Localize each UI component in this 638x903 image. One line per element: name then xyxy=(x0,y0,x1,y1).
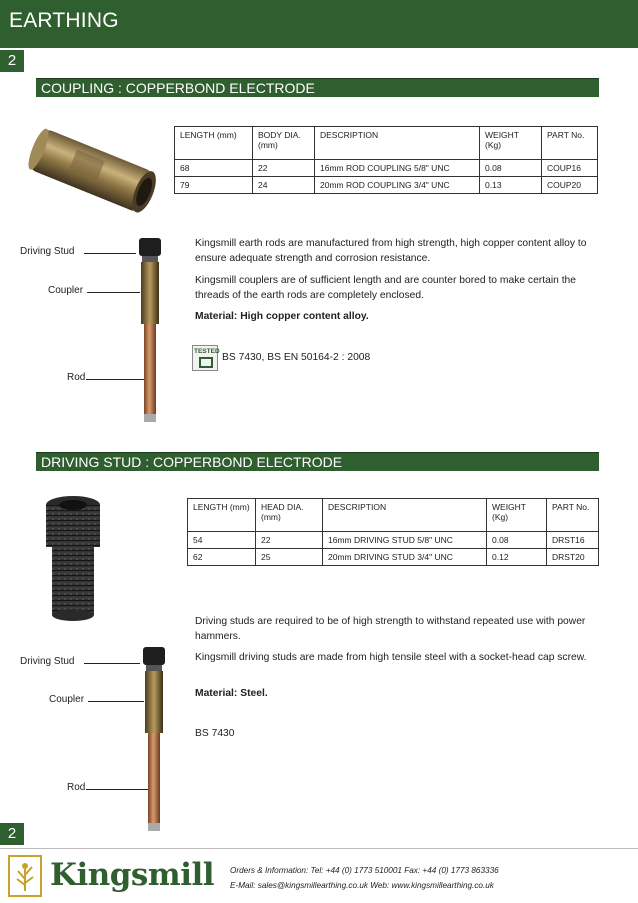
callout-rod: Rod xyxy=(67,372,86,383)
footer-contact-email: E-Mail: sales@kingsmillearthing.co.uk Web: www.kingsmillearthing.co.uk xyxy=(230,881,494,890)
table-row xyxy=(175,177,598,194)
coupling-description-2: Kingsmill couplers are of sufficient length and are counter bored to make certain the threads of the earth rods are completely enclosed. xyxy=(195,275,577,301)
coupling-product-image xyxy=(20,120,170,225)
table-cell: DRST20 xyxy=(547,549,599,566)
table-row xyxy=(188,532,599,549)
callout-rod: Rod xyxy=(67,782,86,793)
table-cell: 20mm DRIVING STUD 3/4" UNC xyxy=(323,549,487,566)
table-cell: 0.13 xyxy=(480,177,542,194)
driving-stud-material: Material: Steel. xyxy=(195,688,268,699)
table-cell: 16mm ROD COUPLING 5/8" UNC xyxy=(315,160,480,177)
page-number-top: 2 xyxy=(0,50,24,72)
table-cell: 20mm ROD COUPLING 3/4" UNC xyxy=(315,177,480,194)
table-cell: 22 xyxy=(256,532,323,549)
column-header: PART No. xyxy=(542,127,598,160)
callout-line xyxy=(84,663,140,664)
driving-stud-description-2: Kingsmill driving studs are made from high tensile steel with a socket-head cap screw. xyxy=(195,652,587,663)
column-header: BODY DIA. (mm) xyxy=(253,127,315,160)
table-row xyxy=(175,160,598,177)
callout-line xyxy=(84,253,136,254)
table-cell: DRST16 xyxy=(547,532,599,549)
kingsmill-logo-text: Kingsmill xyxy=(50,857,215,893)
rod-assembly-image xyxy=(137,645,177,835)
page-number-bottom: 2 xyxy=(0,823,24,845)
tested-badge-label: TESTED xyxy=(194,348,220,355)
page-title: EARTHING xyxy=(9,9,119,32)
callout-coupler: Coupler xyxy=(49,694,85,705)
driving-stud-section-title: DRIVING STUD : COPPERBOND ELECTRODE xyxy=(41,454,343,470)
callout-driving-stud: Driving Stud xyxy=(20,246,75,257)
table-cell: 0.12 xyxy=(487,549,547,566)
driving-stud-section-bar xyxy=(36,452,599,471)
table-cell: 24 xyxy=(253,177,315,194)
table-cell: COUP20 xyxy=(542,177,598,194)
header-bar xyxy=(0,0,638,48)
callout-line xyxy=(86,379,144,380)
driving-stud-standards: BS 7430 xyxy=(195,728,235,739)
tested-badge-icon xyxy=(192,345,218,371)
column-header: LENGTH (mm) xyxy=(188,499,256,532)
table-cell: 0.08 xyxy=(487,532,547,549)
footer-contact-phone: Orders & Information: Tel: +44 (0) 1773 510001 Fax: +44 (0) 1773 863336 xyxy=(230,866,499,875)
callout-driving-stud: Driving Stud xyxy=(20,656,75,667)
table-cell: 25 xyxy=(256,549,323,566)
table-cell: 79 xyxy=(175,177,253,194)
coupling-spec-table xyxy=(174,126,598,194)
callout-line xyxy=(86,789,148,790)
table-cell: COUP16 xyxy=(542,160,598,177)
coupling-standards: BS 7430, BS EN 50164-2 : 2008 xyxy=(222,352,371,363)
table-cell: 62 xyxy=(188,549,256,566)
coupling-description-1: Kingsmill earth rods are manufactured from high strength, high copper content alloy to ensure adequate strength and corrosion resistance. xyxy=(195,238,587,264)
driving-stud-product-image xyxy=(38,493,108,623)
kingsmill-tree-logo-icon xyxy=(8,855,42,897)
table-header-row xyxy=(188,499,599,532)
table-cell: 16mm DRIVING STUD 5/8" UNC xyxy=(323,532,487,549)
column-header: LENGTH (mm) xyxy=(175,127,253,160)
table-cell: 54 xyxy=(188,532,256,549)
driving-stud-description-1: Driving studs are required to be of high strength to withstand repeated use with power hammers. xyxy=(195,616,586,642)
coupling-material: Material: High copper content alloy. xyxy=(195,311,369,322)
footer-divider xyxy=(0,848,638,849)
rod-assembly-image xyxy=(133,236,173,426)
column-header: WEIGHT (Kg) xyxy=(480,127,542,160)
table-cell: 68 xyxy=(175,160,253,177)
table-row xyxy=(188,549,599,566)
table-header-row xyxy=(175,127,598,160)
column-header: PART No. xyxy=(547,499,599,532)
callout-line xyxy=(87,292,140,293)
column-header: WEIGHT (Kg) xyxy=(487,499,547,532)
coupling-section-title: COUPLING : COPPERBOND ELECTRODE xyxy=(41,80,315,96)
driving-stud-spec-table xyxy=(187,498,599,566)
coupling-section-bar xyxy=(36,78,599,97)
table-cell: 0.08 xyxy=(480,160,542,177)
column-header: DESCRIPTION xyxy=(323,499,487,532)
callout-coupler: Coupler xyxy=(48,285,84,296)
callout-line xyxy=(88,701,144,702)
table-cell: 22 xyxy=(253,160,315,177)
column-header: HEAD DIA. (mm) xyxy=(256,499,323,532)
column-header: DESCRIPTION xyxy=(315,127,480,160)
